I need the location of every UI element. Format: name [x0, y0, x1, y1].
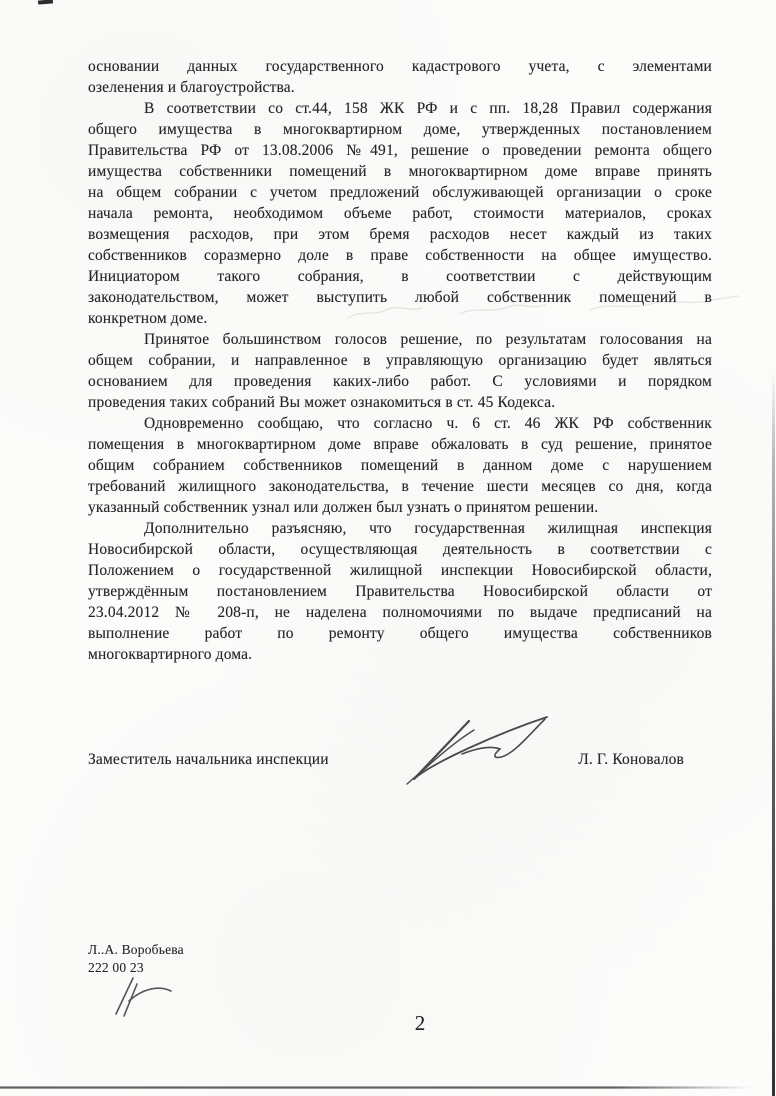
text-line: основанием для проведения каких-либо работ. С условиями и порядком — [88, 373, 712, 390]
text-line: общем собрании, и направленное в управляющую организацию будет являться — [88, 352, 712, 369]
executor-phone: 222 00 23 — [88, 960, 144, 975]
text-line: озеленения и благоустройства. — [88, 79, 295, 96]
text-line: проведения таких собраний Вы может ознакомиться в ст. 45 Кодекса. — [88, 394, 556, 411]
text-line: возмещения расходов, при этом бремя расходов несет каждый из таких — [88, 226, 712, 243]
page-number: 2 — [414, 1011, 426, 1035]
text-line: 23.04.2012 № 208-п, не наделена полномочиями по выдаче предписаний на — [88, 604, 712, 621]
signer-position-label: Заместитель начальника инспекции — [88, 751, 329, 768]
handwritten-signature-icon — [366, 696, 581, 788]
text-line: общим собранием собственников помещений в данном доме с нарушением — [88, 457, 712, 474]
text-line: помещения в многоквартирном доме вправе обжаловать в суд решение, принятое — [88, 436, 712, 453]
text-line: собственников соразмерно доле в праве собственности на общее имущество. — [88, 247, 712, 264]
paragraph — [88, 98, 712, 329]
text-line: выполнение работ по ремонту общего имущества собственников — [88, 625, 712, 642]
text-line: Новосибирской области, осуществляющая деятельность в соответствии с — [88, 541, 712, 558]
text-line: многоквартирного дома. — [88, 646, 253, 663]
text-line: на общем собрании с учетом предложений обслуживающей организации о сроке — [88, 184, 712, 201]
executor-block — [88, 941, 184, 977]
text-line: Инициатором такого собрания, в соответствии с действующим — [88, 268, 712, 285]
paragraph — [88, 56, 712, 98]
text-line: конкретном доме. — [88, 310, 208, 327]
scan-edge-right — [772, 372, 775, 1096]
text-line: общего имущества в многоквартирном доме, утвержденных постановлением — [88, 121, 712, 138]
text-line: В соответствии со ст.44, 158 ЖК РФ и с пп. 18,28 Правил содержания — [144, 100, 712, 117]
text-line: Принятое большинством голосов решение, по результатам голосования на — [144, 331, 712, 348]
paragraph — [88, 329, 712, 413]
signer-name: Л. Г. Коновалов — [578, 751, 684, 768]
text-line: Положением о государственной жилищной инспекции Новосибирской области, — [88, 562, 712, 579]
paragraph — [88, 413, 712, 518]
text-line: утверждённым постановлением Правительства Новосибирской области от — [88, 583, 712, 600]
text-line: имущества собственники помещений в многоквартирном доме вправе принять — [88, 163, 712, 180]
document-body — [88, 56, 712, 665]
text-line: требований жилищного законодательства, в течение шести месяцев со дня, когда — [88, 478, 712, 495]
text-line: указанный собственник узнал или должен был узнать о принятом решении. — [88, 499, 599, 516]
scan-speck — [38, 0, 53, 5]
text-line: основании данных государственного кадастрового учета, с элементами — [88, 58, 712, 75]
text-line: начала ремонта, необходимом объеме работ, стоимости материалов, сроках — [88, 205, 712, 222]
executor-name: Л..А. Воробьева — [88, 942, 184, 957]
paragraph — [88, 518, 712, 665]
scan-edge-bottom — [0, 1086, 752, 1089]
text-line: Правительства РФ от 13.08.2006 №491, решение о проведении ремонта общего — [88, 142, 712, 159]
handwritten-paraph-icon — [100, 974, 190, 1020]
text-line: Дополнительно разъясняю, что государственная жилищная инспекция — [144, 520, 712, 537]
text-line: Одновременно сообщаю, что согласно ч. 6 ст. 46 ЖК РФ собственник — [144, 415, 712, 432]
text-line: законодательством, может выступить любой собственник помещений в — [88, 289, 712, 306]
